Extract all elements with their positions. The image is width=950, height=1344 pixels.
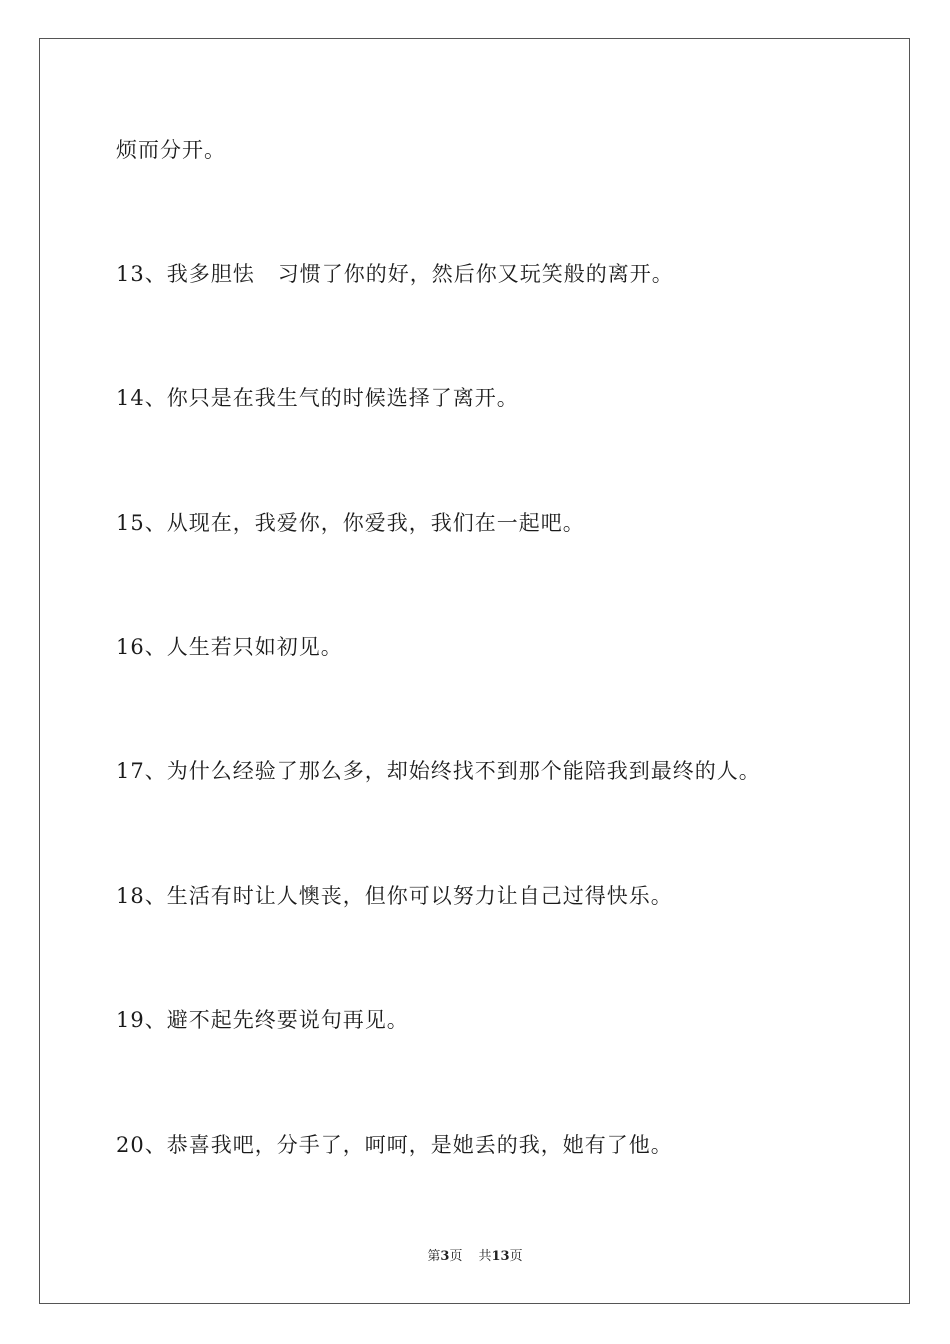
page-border <box>39 38 910 1304</box>
text-line-15: 15、从现在，我爱你，你爱我，我们在一起吧。 <box>116 511 585 535</box>
page-suffix: 页 <box>449 1249 463 1264</box>
total-prefix: 共 <box>478 1249 492 1264</box>
text-line-16: 16、人生若只如初见。 <box>116 635 343 659</box>
total-suffix: 页 <box>509 1249 523 1264</box>
total-page-count: 13 <box>491 1249 510 1264</box>
page-prefix: 第 <box>427 1249 441 1264</box>
text-line-19: 19、避不起先终要说句再见。 <box>116 1008 409 1032</box>
text-line-17: 17、为什么经验了那么多，却始终找不到那个能陪我到最终的人。 <box>116 759 761 783</box>
text-line-continuation: 烦而分开。 <box>116 138 226 162</box>
text-line-20: 20、恭喜我吧，分手了，呵呵，是她丢的我，她有了他。 <box>116 1133 673 1157</box>
page-footer <box>0 1248 950 1266</box>
current-page-number: 3 <box>440 1249 450 1264</box>
text-line-13: 13、我多胆怯 习惯了你的好，然后你又玩笑般的离开。 <box>116 262 674 286</box>
text-line-18: 18、生活有时让人懊丧，但你可以努力让自己过得快乐。 <box>116 884 673 908</box>
text-line-14: 14、你只是在我生气的时候选择了离开。 <box>116 386 519 410</box>
